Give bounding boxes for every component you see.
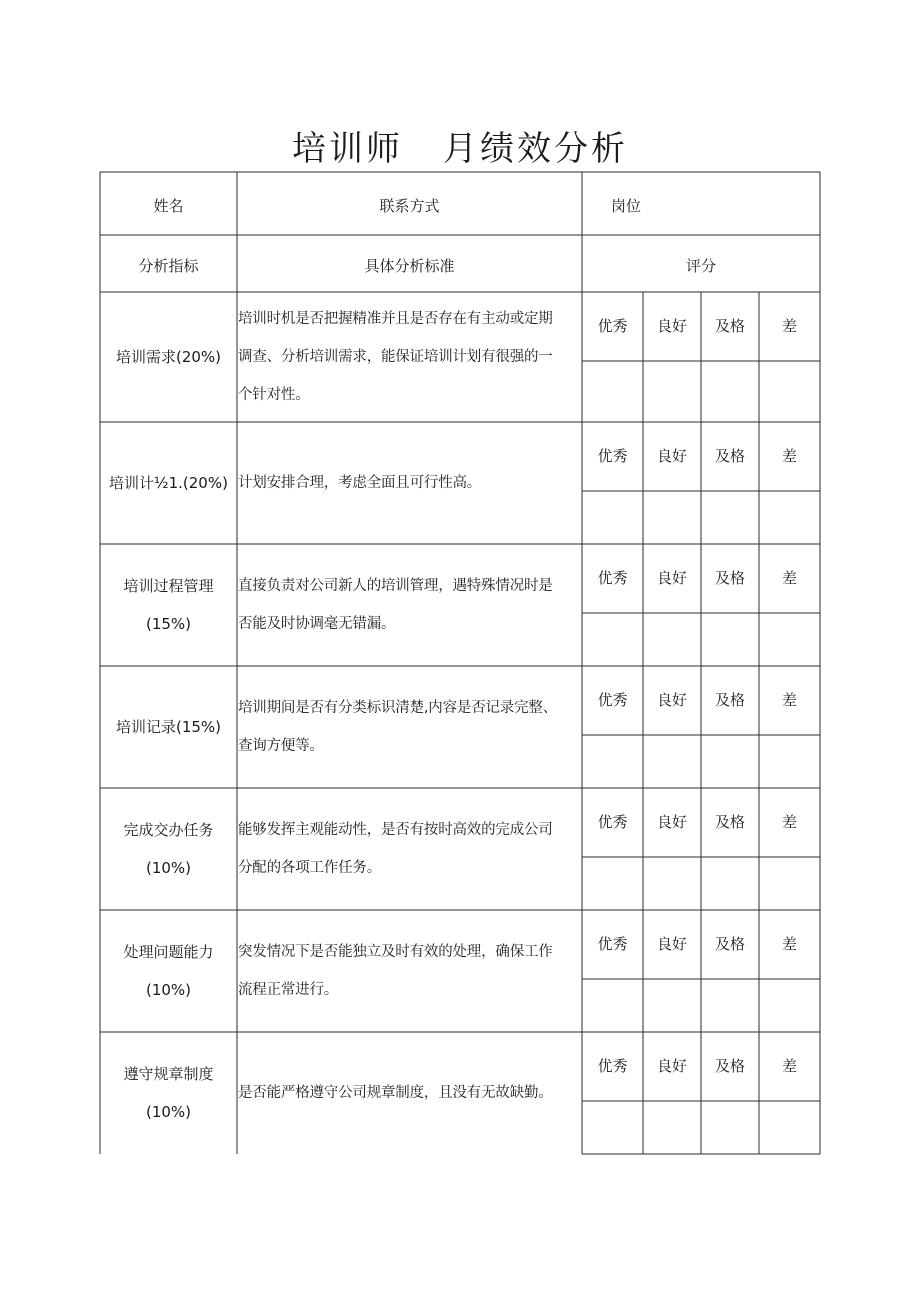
criteria-cell: 是否能严格遵守公司规章制度，且没有无故缺勤。 <box>238 1085 553 1101</box>
indicator-cell: 培训过程管理 <box>123 577 214 595</box>
rating-option-label: 及格 <box>714 317 745 335</box>
rating-checkbox-cell[interactable] <box>702 980 758 1031</box>
indicator-cell: 培训记录(15%) <box>115 718 222 736</box>
criteria-cell: 个针对性。 <box>238 387 310 403</box>
rating-checkbox-cell[interactable] <box>644 362 700 421</box>
indicator-cell: 遵守规章制度 <box>123 1065 214 1083</box>
score-header: 评分 <box>685 257 716 275</box>
rating-option-label: 及格 <box>714 935 745 953</box>
indicator-cell: (10%) <box>145 859 192 877</box>
indicator-cell: (10%) <box>145 981 192 999</box>
rating-checkbox-cell[interactable] <box>583 1102 642 1153</box>
rating-checkbox-cell[interactable] <box>644 980 700 1031</box>
rating-option-label: 及格 <box>714 1057 745 1075</box>
rating-option-label: 差 <box>781 813 797 831</box>
rating-option-label: 差 <box>781 569 797 587</box>
rating-checkbox-cell[interactable] <box>644 614 700 665</box>
criteria-cell: 分配的各项工作任务。 <box>238 860 381 876</box>
indicator-cell: 培训需求(20%) <box>115 348 222 366</box>
rating-option-label: 优秀 <box>597 317 628 335</box>
rating-checkbox-cell[interactable] <box>702 614 758 665</box>
rating-option-label: 差 <box>781 1057 797 1075</box>
name-label: 姓名 <box>153 197 184 215</box>
rating-checkbox-cell[interactable] <box>760 362 819 421</box>
rating-option-label: 差 <box>781 691 797 709</box>
contact-label: 联系方式 <box>379 197 440 215</box>
rating-option-label: 良好 <box>656 813 687 831</box>
indicator-cell: (10%) <box>145 1103 192 1121</box>
criteria-cell: 突发情况下是否能独立及时有效的处理，确保工作 <box>238 944 553 960</box>
criteria-cell: 调查、分析培训需求，能保证培训计划有很强的一 <box>238 349 553 365</box>
indicator-cell: (15%) <box>145 615 192 633</box>
criteria-cell: 培训时机是否把握精准并且是否存在有主动或定期 <box>238 311 553 327</box>
rating-option-label: 及格 <box>714 569 745 587</box>
criteria-cell: 培训期间是否有分类标识清楚,内容是否记录完整、 <box>238 700 558 716</box>
rating-option-label: 良好 <box>656 935 687 953</box>
rating-checkbox-cell[interactable] <box>583 362 642 421</box>
rating-checkbox-cell[interactable] <box>760 492 819 543</box>
rating-option-label: 良好 <box>656 691 687 709</box>
rating-checkbox-cell[interactable] <box>702 1102 758 1153</box>
rating-checkbox-cell[interactable] <box>760 1102 819 1153</box>
rating-checkbox-cell[interactable] <box>583 736 642 787</box>
rating-checkbox-cell[interactable] <box>702 362 758 421</box>
position-label: 岗位 <box>611 197 642 215</box>
rating-option-label: 差 <box>781 317 797 335</box>
rating-checkbox-cell[interactable] <box>702 492 758 543</box>
title-part-2: 月绩效分析 <box>443 129 628 169</box>
rating-checkbox-cell[interactable] <box>702 736 758 787</box>
rating-checkbox-cell[interactable] <box>583 858 642 909</box>
rating-checkbox-cell[interactable] <box>644 1102 700 1153</box>
rating-checkbox-cell[interactable] <box>760 858 819 909</box>
rating-checkbox-cell[interactable] <box>644 492 700 543</box>
indicator-header: 分析指标 <box>138 257 199 275</box>
rating-option-label: 良好 <box>656 317 687 335</box>
criteria-cell: 流程正常进行。 <box>238 982 339 998</box>
rating-option-label: 差 <box>781 447 797 465</box>
criteria-cell: 计划安排合理，考虑全面且可行性高。 <box>238 475 482 491</box>
criteria-cell: 能够发挥主观能动性，是否有按时高效的完成公司 <box>238 822 553 838</box>
title-part-1: 培训师 <box>292 129 403 169</box>
rating-option-label: 及格 <box>714 447 745 465</box>
rating-option-label: 优秀 <box>597 569 628 587</box>
rating-option-label: 优秀 <box>597 1057 628 1075</box>
rating-option-label: 及格 <box>714 813 745 831</box>
indicator-cell: 培训计½1.(20%) <box>109 474 228 492</box>
criteria-header: 具体分析标准 <box>364 257 455 275</box>
rating-option-label: 差 <box>781 935 797 953</box>
indicator-cell: 处理问题能力 <box>123 943 214 961</box>
rating-checkbox-cell[interactable] <box>644 736 700 787</box>
rating-checkbox-cell[interactable] <box>583 492 642 543</box>
rating-option-label: 优秀 <box>597 691 628 709</box>
rating-checkbox-cell[interactable] <box>583 980 642 1031</box>
rating-option-label: 良好 <box>656 569 687 587</box>
rating-checkbox-cell[interactable] <box>644 858 700 909</box>
rating-checkbox-cell[interactable] <box>760 736 819 787</box>
rating-option-label: 良好 <box>656 447 687 465</box>
criteria-cell: 查询方便等。 <box>238 738 324 754</box>
criteria-cell: 否能及时协调毫无错漏。 <box>238 616 396 632</box>
rating-checkbox-cell[interactable] <box>760 980 819 1031</box>
rating-option-label: 优秀 <box>597 935 628 953</box>
rating-option-label: 及格 <box>714 691 745 709</box>
rating-option-label: 优秀 <box>597 813 628 831</box>
rating-checkbox-cell[interactable] <box>583 614 642 665</box>
rating-option-label: 优秀 <box>597 447 628 465</box>
rating-checkbox-cell[interactable] <box>702 858 758 909</box>
rating-checkbox-cell[interactable] <box>760 614 819 665</box>
criteria-cell: 直接负责对公司新人的培训管理，遇特殊情况时是 <box>238 578 553 594</box>
rating-option-label: 良好 <box>656 1057 687 1075</box>
indicator-cell: 完成交办任务 <box>123 821 214 839</box>
